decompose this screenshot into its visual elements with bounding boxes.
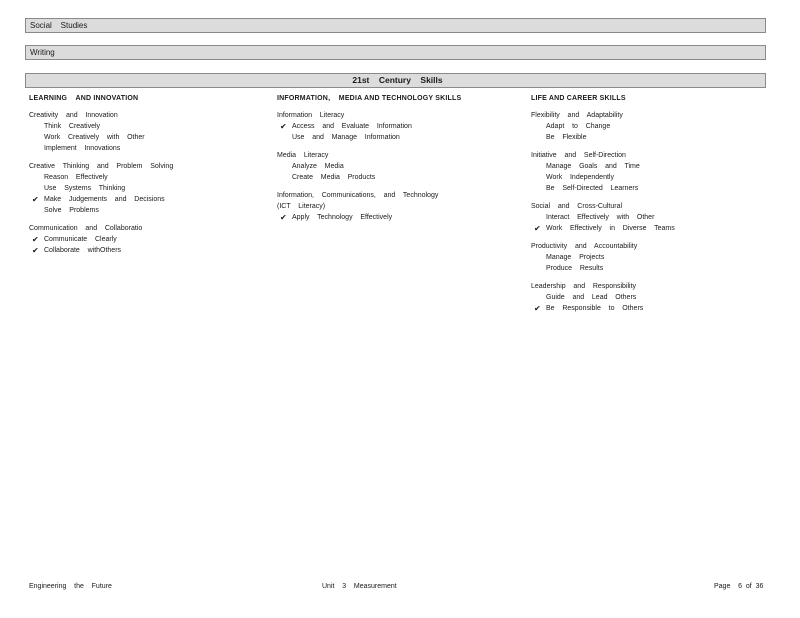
skills-bar <box>25 73 766 88</box>
skill-group-title: Creative Thinking and Problem Solving <box>29 163 174 170</box>
skills-column-information <box>277 93 517 230</box>
skill-item-label: Apply Technology Effectively <box>292 214 393 221</box>
checkmark-icon: ✔ <box>32 235 39 244</box>
skills-column-life <box>531 93 766 321</box>
skill-item <box>531 263 766 274</box>
skill-item <box>277 161 517 172</box>
skill-item-label: Interact Effectively with Other <box>546 214 655 221</box>
checkmark-icon: ✔ <box>32 246 39 255</box>
column-heading: LEARNING AND INNOVATION <box>29 95 139 102</box>
skill-item-label: Create Media Products <box>292 174 376 181</box>
skill-item <box>277 212 517 223</box>
skill-item <box>277 132 517 143</box>
skill-group <box>29 161 269 216</box>
skill-group <box>531 150 766 194</box>
skill-group-title: Leadership and Responsibility <box>531 283 637 290</box>
skill-item-label: Work Effectively in Diverse Teams <box>546 225 675 232</box>
skill-item-label: Manage Projects <box>546 254 605 261</box>
checkmark-icon: ✔ <box>534 224 541 233</box>
checkmark-icon: ✔ <box>280 122 287 131</box>
skill-item-label: Communicate Clearly <box>44 236 117 243</box>
skills-title: 21st Century Skills <box>352 75 443 85</box>
skill-group-title: Creativity and Innovation <box>29 112 118 119</box>
skill-item-label: Adapt to Change <box>546 123 611 130</box>
skill-item <box>531 303 766 314</box>
skill-item <box>531 132 766 143</box>
skill-item-label: Analyze Media <box>292 163 344 170</box>
skill-item <box>277 172 517 183</box>
skill-group-title: Initiative and Self-Direction <box>531 152 626 159</box>
skills-column-learning <box>29 93 269 263</box>
writing-bar <box>25 45 766 60</box>
subject-bar <box>25 18 766 33</box>
footer-left: Engineering the Future <box>29 583 112 590</box>
skill-item-label: Think Creatively <box>44 123 101 130</box>
skill-item <box>29 172 269 183</box>
skill-item-label: Guide and Lead Others <box>546 294 637 301</box>
skill-item <box>531 223 766 234</box>
skill-item-label: Work Independently <box>546 174 614 181</box>
skill-item <box>29 143 269 154</box>
skill-group-title: Productivity and Accountability <box>531 243 638 250</box>
skill-group-title: Information Literacy <box>277 112 345 119</box>
skill-item <box>531 172 766 183</box>
skill-group <box>531 241 766 274</box>
skill-group <box>29 223 269 256</box>
skill-item-label: Be Flexible <box>546 134 587 141</box>
skill-item-label: Solve Problems <box>44 207 99 214</box>
skill-item-label: Be Self-Directed Learners <box>546 185 639 192</box>
skill-group <box>277 110 517 143</box>
skill-item-label: Access and Evaluate Information <box>292 123 412 130</box>
skill-item-label: Make Judgements and Decisions <box>44 196 165 203</box>
skill-group-title: Information, Communications, and Technology (ICT Literacy) <box>277 192 439 210</box>
skill-group <box>277 190 517 223</box>
skill-group <box>29 110 269 154</box>
skill-item-label: Manage Goals and Time <box>546 163 640 170</box>
skill-group <box>531 281 766 314</box>
skill-item <box>277 121 517 132</box>
checkmark-icon: ✔ <box>280 213 287 222</box>
checkmark-icon: ✔ <box>534 304 541 313</box>
skill-group-title: Social and Cross-Cultural <box>531 203 623 210</box>
skill-item <box>29 194 269 205</box>
skill-item <box>29 132 269 143</box>
skill-item-label: Produce Results <box>546 265 604 272</box>
footer-center: Unit 3 Measurement <box>322 583 397 590</box>
column-heading: LIFE AND CAREER SKILLS <box>531 95 626 102</box>
skill-item <box>531 292 766 303</box>
skill-item-label: Implement Innovations <box>44 145 121 152</box>
skill-item-label: Use Systems Thinking <box>44 185 126 192</box>
skill-item <box>29 205 269 216</box>
skill-item <box>29 234 269 245</box>
skill-item <box>531 183 766 194</box>
subject-label: Social Studies <box>30 21 88 30</box>
skill-item-label: Be Responsible to Others <box>546 305 644 312</box>
column-heading: INFORMATION, MEDIA AND TECHNOLOGY SKILLS <box>277 95 462 102</box>
footer-page-number: Page 6 of 36 <box>714 583 764 590</box>
skill-item <box>531 121 766 132</box>
writing-label: Writing <box>30 48 55 57</box>
skill-item-label: Work Creatively with Other <box>44 134 145 141</box>
skill-item <box>531 212 766 223</box>
skill-item <box>29 183 269 194</box>
skill-group-title: Communication and Collaboratio <box>29 225 143 232</box>
skill-group <box>531 110 766 143</box>
skill-group <box>277 150 517 183</box>
skill-item <box>29 245 269 256</box>
skill-item <box>29 121 269 132</box>
skill-group-title: Flexibility and Adaptability <box>531 112 623 119</box>
skill-item-label: Collaborate withOthers <box>44 247 122 254</box>
skill-item-label: Reason Effectively <box>44 174 108 181</box>
checkmark-icon: ✔ <box>32 195 39 204</box>
skill-group <box>531 201 766 234</box>
skill-item-label: Use and Manage Information <box>292 134 400 141</box>
skill-item <box>531 161 766 172</box>
skill-item <box>531 252 766 263</box>
skill-group-title: Media Literacy <box>277 152 329 159</box>
